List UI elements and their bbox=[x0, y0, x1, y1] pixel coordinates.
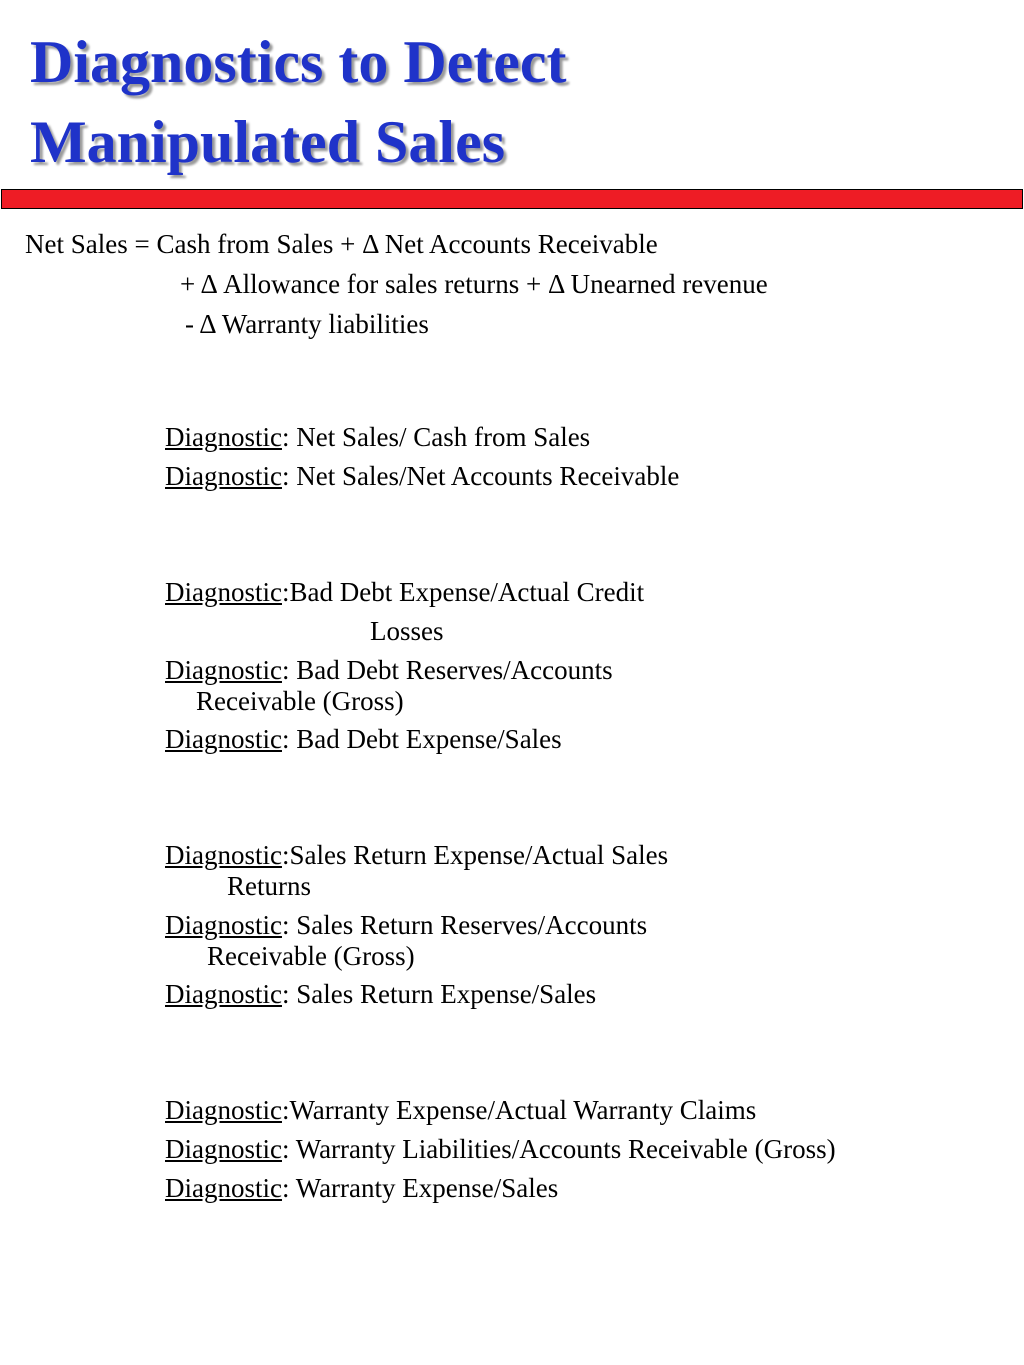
diagnostic-text: : Net Sales/Net Accounts Receivable bbox=[281, 461, 680, 491]
diagnostic-text: :Sales Return Expense/Actual Sales bbox=[281, 840, 669, 870]
diagnostic-text: :Bad Debt Expense/Actual Credit bbox=[281, 577, 645, 607]
page-title bbox=[30, 22, 567, 182]
diagnostic-continuation: Returns bbox=[227, 871, 311, 901]
diagnostic-item bbox=[165, 979, 596, 1010]
diagnostic-label: Diagnostic bbox=[165, 422, 282, 452]
diagnostic-text: : Warranty Expense/Sales bbox=[281, 1173, 559, 1203]
diagnostic-label: Diagnostic bbox=[165, 1134, 282, 1164]
diagnostic-text: : Net Sales/ Cash from Sales bbox=[281, 422, 591, 452]
diagnostic-label: Diagnostic bbox=[165, 840, 282, 870]
diagnostic-continuation: Receivable (Gross) bbox=[196, 686, 404, 716]
diagnostic-label: Diagnostic bbox=[165, 1095, 282, 1125]
diagnostic-item bbox=[165, 724, 562, 755]
equation-line-3: - Δ Warranty liabilities bbox=[185, 309, 429, 339]
diagnostic-label: Diagnostic bbox=[165, 655, 282, 685]
title-divider bbox=[1, 189, 1023, 209]
title-line-2: Manipulated Sales bbox=[30, 109, 506, 175]
diagnostic-item bbox=[165, 910, 647, 941]
equation-line-2: + Δ Allowance for sales returns + Δ Unearned revenue bbox=[180, 269, 768, 299]
diagnostic-item bbox=[165, 655, 613, 686]
diagnostic-text: : Sales Return Expense/Sales bbox=[281, 979, 597, 1009]
title-line-1: Diagnostics to Detect bbox=[30, 29, 567, 95]
diagnostic-label: Diagnostic bbox=[165, 1173, 282, 1203]
diagnostic-text: :Warranty Expense/Actual Warranty Claims bbox=[281, 1095, 757, 1125]
diagnostic-text: : Sales Return Reserves/Accounts bbox=[281, 910, 648, 940]
diagnostic-continuation: Receivable (Gross) bbox=[207, 941, 415, 971]
diagnostic-label: Diagnostic bbox=[165, 979, 282, 1009]
diagnostic-item bbox=[165, 461, 679, 492]
diagnostic-item bbox=[165, 422, 590, 453]
diagnostic-label: Diagnostic bbox=[165, 577, 282, 607]
diagnostic-item bbox=[165, 840, 668, 871]
diagnostic-text: : Bad Debt Expense/Sales bbox=[281, 724, 562, 754]
diagnostic-item bbox=[165, 577, 644, 608]
equation-line-1: Net Sales = Cash from Sales + Δ Net Accounts Receivable bbox=[25, 229, 658, 259]
diagnostic-label: Diagnostic bbox=[165, 724, 282, 754]
diagnostic-continuation: Losses bbox=[370, 616, 444, 646]
diagnostic-label: Diagnostic bbox=[165, 910, 282, 940]
diagnostic-item bbox=[165, 1173, 558, 1204]
diagnostic-text: : Warranty Liabilities/Accounts Receivable (Gross) bbox=[281, 1134, 836, 1164]
diagnostic-label: Diagnostic bbox=[165, 461, 282, 491]
diagnostic-text: : Bad Debt Reserves/Accounts bbox=[281, 655, 613, 685]
diagnostic-item bbox=[165, 1134, 836, 1165]
diagnostic-item bbox=[165, 1095, 756, 1126]
